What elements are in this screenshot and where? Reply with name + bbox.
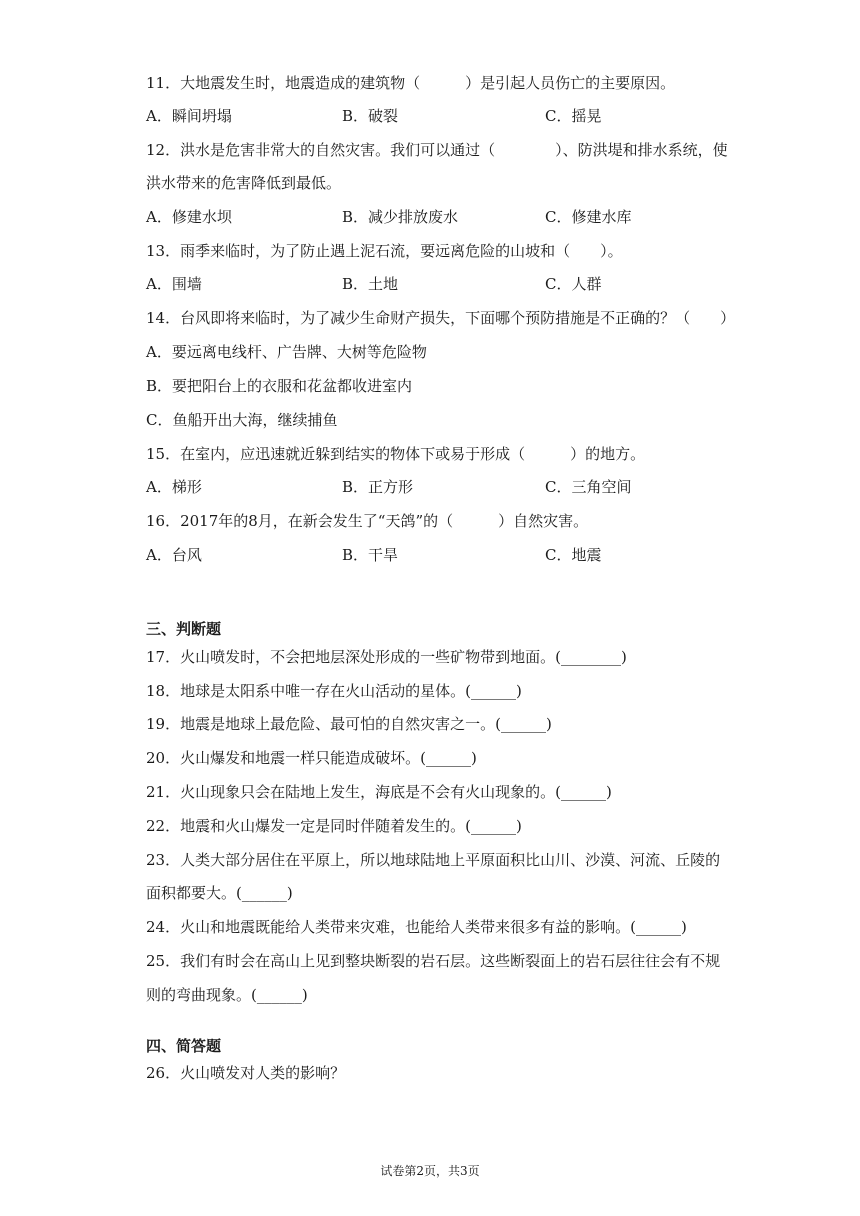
question-14: 14．台风即将来临时，为了减少生命财产损失，下面哪个预防措施是不正确的？（ ） bbox=[146, 309, 736, 327]
question-12-line1: 12．洪水是危害非常大的自然灾害。我们可以通过（ ）、防洪堤和排水系统，使 bbox=[146, 141, 728, 159]
question-12-line2: 洪水带来的危害降低到最低。 bbox=[146, 174, 342, 192]
q16-option-c: C．地震 bbox=[545, 546, 602, 564]
q12-option-c: C．修建水库 bbox=[545, 208, 632, 226]
question-21: 21．火山现象只会在陆地上发生，海底是不会有火山现象的。(______) bbox=[146, 783, 612, 801]
question-17: 17．火山喷发时，不会把地层深处形成的一些矿物带到地面。(________) bbox=[146, 648, 627, 666]
question-19: 19．地震是地球上最危险、最可怕的自然灾害之一。(______) bbox=[146, 715, 552, 733]
q14-option-a: A．要远离电线杆、广告牌、大树等危险物 bbox=[146, 343, 427, 361]
question-23-line1: 23．人类大部分居住在平原上，所以地球陆地上平原面积比山川、沙漠、河流、丘陵的 bbox=[146, 851, 721, 869]
q13-option-a: A．围墙 bbox=[146, 275, 202, 293]
question-25-line1: 25．我们有时会在高山上见到整块断裂的岩石层。这些断裂面上的岩石层往往会有不规 bbox=[146, 952, 721, 970]
question-15: 15．在室内，应迅速就近躲到结实的物体下或易于形成（ ）的地方。 bbox=[146, 445, 646, 463]
q15-option-c: C．三角空间 bbox=[545, 478, 632, 496]
question-13: 13．雨季来临时，为了防止遇上泥石流，要远离危险的山坡和（ ）。 bbox=[146, 242, 623, 260]
q15-option-b: B．正方形 bbox=[342, 478, 414, 496]
q16-option-a: A．台风 bbox=[146, 546, 202, 564]
q13-option-b: B．土地 bbox=[342, 275, 399, 293]
question-20: 20．火山爆发和地震一样只能造成破坏。(______) bbox=[146, 749, 477, 767]
q11-option-a: A．瞬间坍塌 bbox=[146, 107, 232, 125]
q12-option-b: B．减少排放废水 bbox=[342, 208, 459, 226]
question-23-line2: 面积都要大。(______) bbox=[146, 884, 293, 902]
q11-option-c: C．摇晃 bbox=[545, 107, 602, 125]
question-25-line2: 则的弯曲现象。(______) bbox=[146, 986, 308, 1004]
section-title-true-false: 三、判断题 bbox=[146, 620, 222, 638]
q13-option-c: C．人群 bbox=[545, 275, 602, 293]
page-footer: 试卷第2页，共3页 bbox=[380, 1164, 480, 1178]
question-11: 11．大地震发生时，地震造成的建筑物（ ）是引起人员伤亡的主要原因。 bbox=[146, 74, 676, 92]
q14-option-b: B．要把阳台上的衣服和花盆都收进室内 bbox=[146, 377, 413, 395]
q14-option-c: C．鱼船开出大海，继续捕鱼 bbox=[146, 411, 338, 429]
question-18: 18．地球是太阳系中唯一存在火山活动的星体。(______) bbox=[146, 682, 522, 700]
question-26: 26．火山喷发对人类的影响？ bbox=[146, 1064, 346, 1082]
section-title-short-answer: 四、简答题 bbox=[146, 1037, 222, 1055]
q16-option-b: B．干旱 bbox=[342, 546, 399, 564]
q12-option-a: A．修建水坝 bbox=[146, 208, 232, 226]
q15-option-a: A．梯形 bbox=[146, 478, 202, 496]
question-24: 24．火山和地震既能给人类带来灾难，也能给人类带来很多有益的影响。(______) bbox=[146, 918, 687, 936]
question-16: 16．2017年的8月，在新会发生了“天鸽”的（ ）自然灾害。 bbox=[146, 512, 589, 530]
question-22: 22．地震和火山爆发一定是同时伴随着发生的。(______) bbox=[146, 817, 522, 835]
q11-option-b: B．破裂 bbox=[342, 107, 399, 125]
